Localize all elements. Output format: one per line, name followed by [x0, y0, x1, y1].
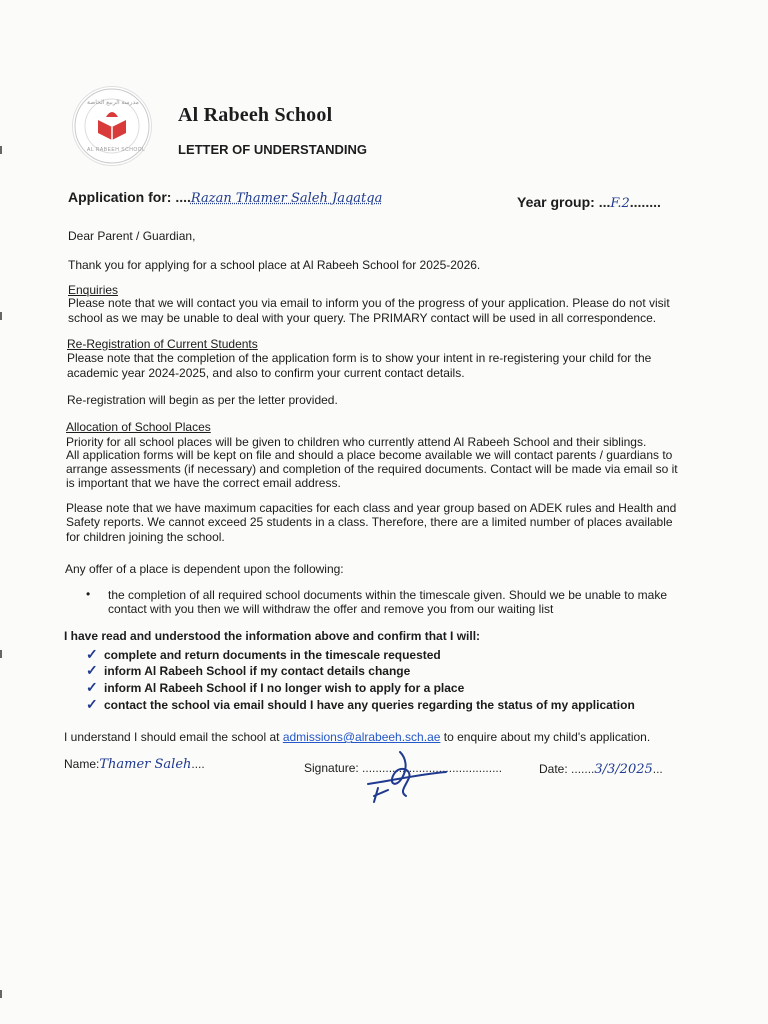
application-row	[68, 191, 382, 205]
confirm-item-label: complete and return documents in the timescale requested	[104, 648, 441, 662]
checkmark-icon[interactable]: ✓	[86, 646, 98, 662]
name-row	[64, 758, 205, 771]
logo-arabic-text: مدرسة الربيع الخاصة	[87, 100, 139, 106]
enquiries-line-2: school as we may be unable to deal with your query. The PRIMARY contact will be used in all correspondence.	[68, 311, 657, 325]
date-row	[539, 763, 663, 776]
allocation-line-3: arrange assessments (if necessary) and completion of the required documents. Contact will be made via email so it	[66, 462, 678, 476]
confirm-item	[86, 681, 464, 694]
allocation-line-2: All application forms will be kept on file and should a place become available we will contact parents / guardians to	[66, 448, 673, 462]
confirm-item-label: inform Al Rabeeh School if I no longer wish to apply for a place	[104, 681, 465, 695]
scan-margin-mark	[0, 990, 2, 998]
application-label: Application for:	[68, 189, 172, 205]
confirm-heading: I have read and understood the information above and confirm that I will:	[64, 629, 481, 643]
admissions-email-link[interactable]: admissions@alrabeeh.sch.ae	[282, 730, 441, 744]
date-dots-before: .......	[571, 762, 595, 776]
email-instruction-before: I understand I should email the school at	[64, 730, 283, 744]
enquiries-heading: Enquiries	[68, 283, 119, 297]
thank-you-text: Thank you for applying for a school place at Al Rabeeh School for 2025-2026.	[68, 258, 481, 272]
application-dots: ....	[175, 189, 191, 205]
bullet-icon: •	[86, 587, 91, 601]
signature-mark[interactable]	[360, 744, 450, 808]
reregistration-line-2: academic year 2024-2025, and also to confirm your current contact details.	[67, 366, 465, 380]
year-group-dots-after: ........	[629, 194, 661, 210]
confirm-item-label: contact the school via email should I have any queries regarding the status of my application	[104, 698, 635, 712]
confirm-item-label: inform Al Rabeeh School if my contact details change	[104, 664, 411, 678]
date-label: Date:	[539, 762, 568, 776]
allocation-line-4: is important that we have the correct email address.	[66, 476, 341, 490]
name-label: Name:	[64, 757, 100, 771]
allocation-line-5: Please note that we have maximum capacities for each class and year group based on ADEK rules and Health and	[66, 501, 677, 515]
year-group-row	[517, 196, 661, 210]
school-name: Al Rabeeh School	[178, 104, 333, 126]
allocation-line-7: for children joining the school.	[66, 530, 225, 544]
checkmark-icon[interactable]: ✓	[86, 662, 98, 678]
reregistration-heading: Re-Registration of Current Students	[67, 337, 258, 351]
confirm-item	[86, 648, 441, 661]
email-instruction	[64, 731, 650, 743]
school-logo	[72, 86, 152, 166]
reregistration-line-1: Please note that the completion of the application form is to show your intent in re-registering your child for the	[67, 351, 652, 365]
year-group-field[interactable]: F.2	[610, 196, 630, 211]
date-field[interactable]: 3/3/2025	[594, 762, 653, 777]
offer-bullet-line-2: contact with you then we will withdraw the offer and remove you from our waiting list	[108, 602, 554, 616]
offer-bullet-line-1: the completion of all required school documents within the timescale given. Should we be unable to make	[108, 588, 667, 602]
greeting: Dear Parent / Guardian,	[68, 229, 196, 243]
signature-label: Signature:	[304, 761, 359, 775]
scan-margin-mark	[0, 650, 2, 658]
document-title: LETTER OF UNDERSTANDING	[178, 142, 367, 157]
allocation-line-6: Safety reports. We cannot exceed 25 students in a class. Therefore, there are a limited number of places available	[66, 515, 673, 529]
enquiries-line-1: Please note that we will contact you via email to inform you of the progress of your application. Please do not visit	[68, 296, 670, 310]
allocation-line-1: Priority for all school places will be given to children who currently attend Al Rabeeh School and their siblings.	[66, 435, 647, 449]
application-name-field[interactable]: Razan Thamer Saleh Jaqatqa	[190, 191, 383, 206]
signature-dots: ..........................................	[362, 761, 503, 775]
confirm-item	[86, 698, 635, 711]
year-group-label: Year group:	[517, 194, 595, 210]
leaf-emblem-icon	[106, 112, 118, 117]
name-field[interactable]: Thamer Saleh	[99, 757, 192, 772]
scan-margin-mark	[0, 312, 2, 320]
offer-intro: Any offer of a place is dependent upon the following:	[65, 562, 344, 576]
year-group-dots-before: ...	[598, 194, 611, 210]
name-dots-after: ....	[191, 757, 205, 771]
email-instruction-after: to enquire about my child's application.	[440, 730, 651, 744]
date-dots-after: ...	[652, 762, 663, 776]
checkmark-icon[interactable]: ✓	[86, 696, 98, 712]
reregistration-line-3: Re-registration will begin as per the letter provided.	[67, 393, 338, 407]
scan-margin-mark	[0, 146, 2, 154]
logo-english-text: AL RABEEH SCHOOL	[87, 147, 146, 153]
checkmark-icon[interactable]: ✓	[86, 679, 98, 695]
allocation-heading: Allocation of School Places	[66, 420, 211, 434]
confirm-item	[86, 664, 410, 677]
